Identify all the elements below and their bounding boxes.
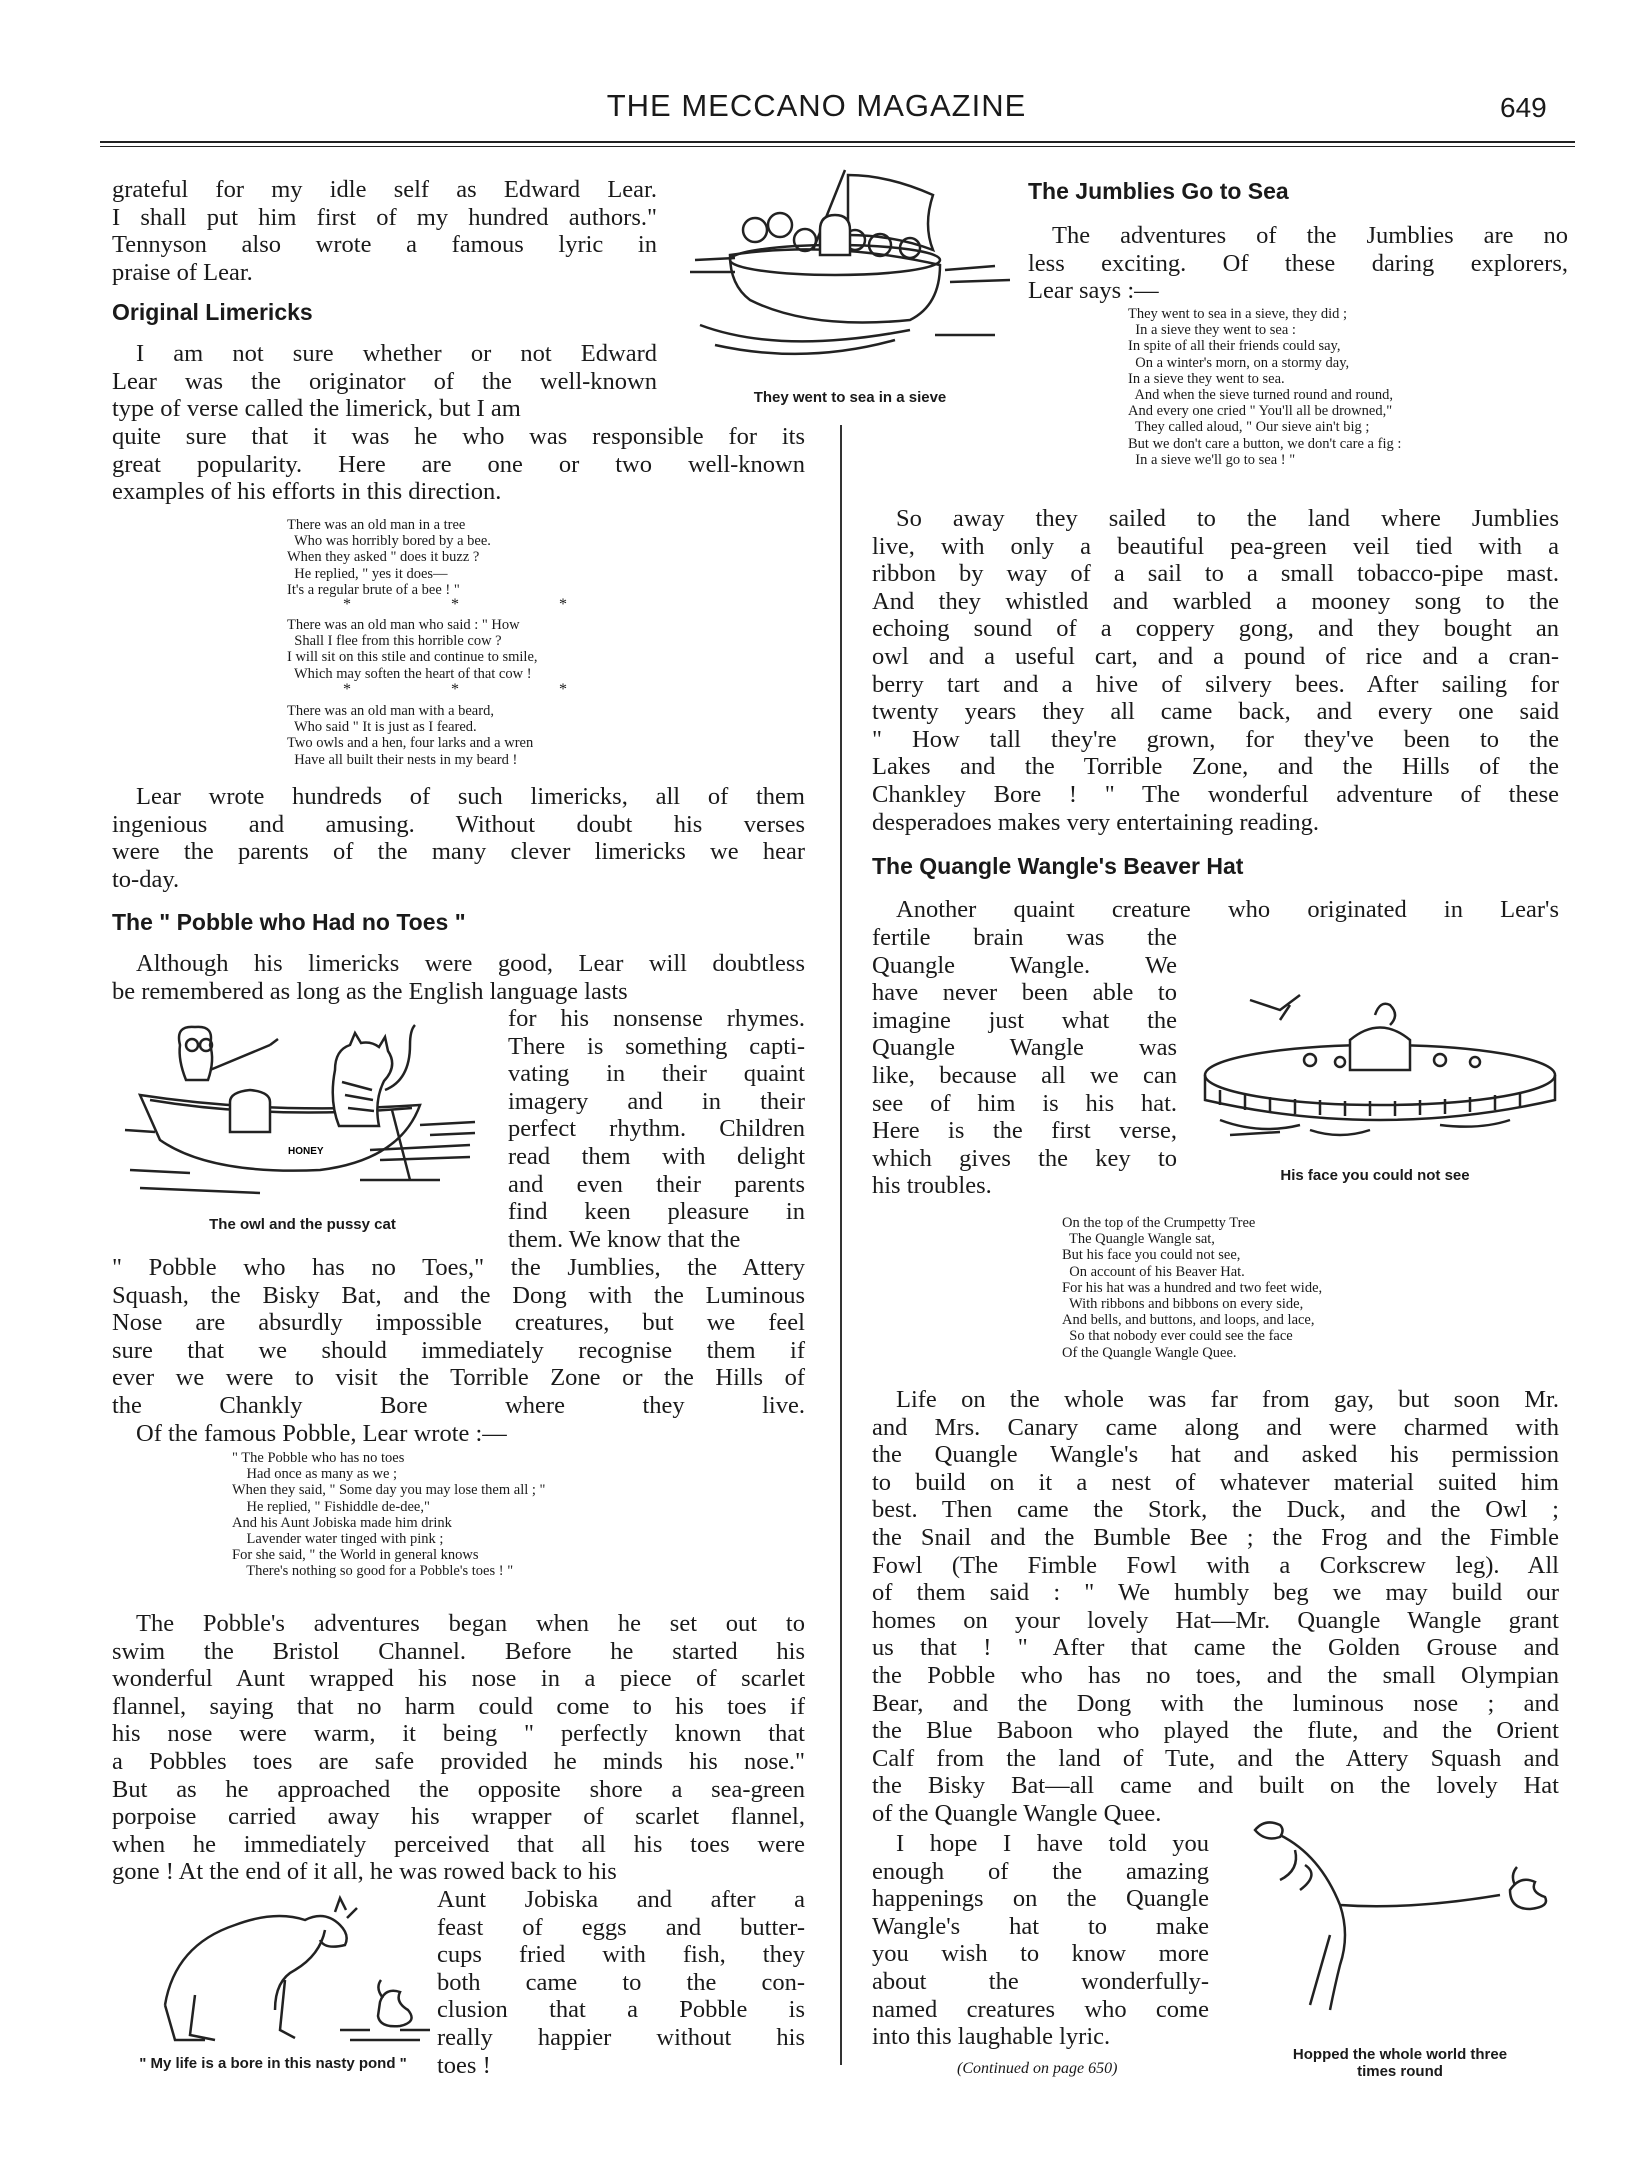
text-line: read them with delight bbox=[508, 1142, 805, 1170]
limerick-cow bbox=[287, 617, 538, 682]
text-line: Life on the whole was far from gay, but soon Mr. bbox=[896, 1386, 1559, 1413]
text-line: " How tall they're grown, for they've been to the bbox=[872, 725, 1559, 753]
text-line: ribbon by way of a sail to a small tobacco-pipe mast. bbox=[872, 560, 1559, 588]
quangle-intro bbox=[872, 896, 1559, 924]
text-line: Here is the first verse, bbox=[872, 1117, 1177, 1145]
text-line: Another quaint creature who originated in Lear's bbox=[896, 896, 1559, 923]
text-line: the Pobble who has no toes, and the small Olympian bbox=[872, 1661, 1559, 1689]
verse-line: When they asked " does it buzz ? bbox=[287, 549, 480, 566]
owl-pussycat-illustration bbox=[120, 1020, 485, 1210]
verse-line: Had once as many as we ; bbox=[232, 1466, 398, 1483]
text-line: the Blue Baboon who played the flute, and the Orient bbox=[872, 1717, 1559, 1745]
text-line: of the Quangle Wangle Quee. bbox=[872, 1799, 1162, 1827]
text-line: imagine just what the bbox=[872, 1006, 1177, 1034]
text-line: Quangle Wangle was bbox=[872, 1034, 1177, 1062]
verse-line: There's nothing so good for a Pobble's toes ! " bbox=[232, 1563, 514, 1580]
verse-line: In a sieve they went to sea. bbox=[1128, 370, 1285, 387]
text-line: Quangle Wangle. We bbox=[872, 951, 1177, 979]
text-line: owl and a useful cart, and a pound of rice and a cran- bbox=[872, 642, 1559, 670]
caption-bore-pond: " My life is a bore in this nasty pond " bbox=[139, 2055, 407, 2072]
heading-quangle: The Quangle Wangle's Beaver Hat bbox=[872, 853, 1244, 879]
text-line: enough of the amazing bbox=[872, 1857, 1209, 1885]
caption-hopped bbox=[1240, 2046, 1560, 2080]
text-line: Of the famous Pobble, Lear wrote :— bbox=[136, 1419, 507, 1447]
jumblies-intro bbox=[1028, 222, 1568, 305]
text-line: see of him is his hat. bbox=[872, 1089, 1177, 1117]
text-line: named creatures who come bbox=[872, 1995, 1209, 2023]
verse-line: Two owls and a hen, four larks and a wren bbox=[287, 735, 534, 752]
verse-line: In a sieve we'll go to sea ! " bbox=[1128, 451, 1296, 468]
verse-line: For his hat was a hundred and two feet wide, bbox=[1062, 1279, 1323, 1296]
text-line: Nose are absurdly impossible creatures, but we feel bbox=[112, 1309, 805, 1337]
pobble-beside-owl bbox=[508, 1005, 805, 1253]
page-number: 649 bbox=[1500, 92, 1547, 123]
text-line: find keen pleasure in bbox=[508, 1198, 805, 1226]
verse-line: On a winter's morn, on a stormy day, bbox=[1128, 354, 1350, 371]
heading-jumblies: The Jumblies Go to Sea bbox=[1028, 178, 1289, 204]
verse-line: They went to sea in a sieve, they did ; bbox=[1128, 306, 1348, 322]
text-line: which gives the key to bbox=[872, 1144, 1177, 1172]
text-line: twenty years they all came back, and every one said bbox=[872, 698, 1559, 726]
text-line: Lakes and the Torrible Zone, and the Hills of the bbox=[872, 753, 1559, 781]
text-line: " Pobble who has no Toes," the Jumblies, the Attery bbox=[112, 1254, 805, 1281]
text-line: So away they sailed to the land where Jumblies bbox=[896, 505, 1559, 532]
heading-original-limericks: Original Limericks bbox=[112, 299, 313, 325]
text-line: perfect rhythm. Children bbox=[508, 1115, 805, 1143]
verse-line: Which may soften the heart of that cow ! bbox=[287, 665, 532, 682]
verse-line: And his Aunt Jobiska made him drink bbox=[232, 1514, 452, 1531]
magazine-title: THE MECCANO MAGAZINE bbox=[606, 88, 1027, 123]
verse-line: Have all built their nests in my beard ! bbox=[287, 751, 518, 768]
text-line: of them said : " We humbly beg we may build our bbox=[872, 1579, 1559, 1607]
text-line: like, because all we can bbox=[872, 1061, 1177, 1089]
text-line: echoing sound of a coppery gong, and they bought an bbox=[872, 615, 1559, 643]
text-line: flannel, saying that no harm could come to his toes if bbox=[112, 1692, 805, 1720]
text-line: Bear, and the Dong with the luminous nose ; and bbox=[872, 1689, 1559, 1717]
text-line: great popularity. Here are one or two well-known bbox=[112, 450, 805, 478]
text-line: live, with only a beautiful pea-green veil tied with a bbox=[872, 532, 1559, 560]
text-line: Fowl (The Fimble Fowl with a Corkscrew leg). All bbox=[872, 1551, 1559, 1579]
continued-note: (Continued on page 650) bbox=[957, 2060, 1118, 2077]
text-line: the Chankly Bore where they live. bbox=[112, 1391, 805, 1419]
text-line: his nose were warm, it being " perfectly known that bbox=[112, 1720, 805, 1748]
text-line: sure that we should immediately recognise them if bbox=[112, 1336, 805, 1364]
verse-line: He replied, " yes it does— bbox=[287, 565, 448, 582]
verse-line: And when the sieve turned round and round, bbox=[1128, 387, 1393, 404]
limerick-divider: * * * bbox=[343, 596, 615, 613]
verse-line: times round bbox=[1357, 2063, 1443, 2080]
column-rule bbox=[840, 425, 842, 2065]
text-line: be remembered as long as the English language lasts bbox=[112, 977, 628, 1005]
pobble-adventures-beside bbox=[437, 1886, 805, 2079]
text-line: really happier without his bbox=[437, 2023, 805, 2051]
verse-line: He replied, " Fishiddle de-dee," bbox=[232, 1498, 430, 1515]
text-line: quite sure that it was he who was responsible for its bbox=[112, 423, 805, 450]
text-line: the Snail and the Bumble Bee ; the Frog and the Fimble bbox=[872, 1523, 1559, 1551]
lear-intro bbox=[112, 176, 657, 286]
text-line: toes ! bbox=[437, 2051, 491, 2079]
text-line: desperadoes makes very entertaining reading. bbox=[872, 808, 1319, 836]
text-line: the Bisky Bat—all came and built on the lovely Hat bbox=[872, 1772, 1559, 1800]
verse-line: Who said " It is just as I feared. bbox=[287, 719, 477, 736]
text-line: Chankley Bore ! " The wonderful adventure of these bbox=[872, 780, 1559, 808]
text-line: to build on it a nest of whatever material suited him bbox=[872, 1468, 1559, 1496]
text-line: type of verse called the limerick, but I am bbox=[112, 395, 521, 423]
verse-line: Of the Quangle Wangle Quee. bbox=[1062, 1344, 1237, 1361]
pobble-verse bbox=[232, 1450, 545, 1580]
text-line: and Mrs. Canary came along and were charmed with bbox=[872, 1413, 1559, 1441]
text-line: feast of eggs and butter- bbox=[437, 1913, 805, 1941]
text-line: vating in their quaint bbox=[508, 1060, 805, 1088]
text-line: Calf from the land of Tute, and the Attery Squash and bbox=[872, 1744, 1559, 1772]
text-line: Squash, the Bisky Bat, and the Dong with the Luminous bbox=[112, 1281, 805, 1309]
jumblies-verse bbox=[1128, 306, 1401, 468]
text-line: to-day. bbox=[112, 865, 180, 893]
limerick-tree bbox=[287, 517, 491, 598]
text-line: Lear was the originator of the well-known bbox=[112, 367, 657, 395]
verse-line: On account of his Beaver Hat. bbox=[1062, 1263, 1245, 1280]
quangle-verse bbox=[1062, 1215, 1322, 1361]
caption-face: His face you could not see bbox=[1280, 1167, 1470, 1184]
text-line: grateful for my idle self as Edward Lear. bbox=[112, 176, 657, 203]
header-rule bbox=[100, 141, 1575, 143]
pobble-intro bbox=[112, 950, 805, 1005]
verse-line: When they said, " Some day you may lose them all ; " bbox=[232, 1482, 546, 1499]
verse-line: Who was horribly bored by a bee. bbox=[287, 533, 491, 550]
text-line: and even their parents bbox=[508, 1170, 805, 1198]
verse-line: I will sit on this stile and continue to smile, bbox=[287, 649, 538, 666]
verse-line: With ribbons and bibbons on every side, bbox=[1062, 1296, 1304, 1313]
text-line: ingenious and amusing. Without doubt his verses bbox=[112, 810, 805, 838]
header-rule-thin bbox=[100, 146, 1575, 147]
text-line: best. Then came the Stork, the Duck, and the Owl ; bbox=[872, 1496, 1559, 1524]
text-line: were the parents of the many clever limericks we hear bbox=[112, 838, 805, 866]
text-line: cups fried with fish, they bbox=[437, 1941, 805, 1969]
text-line: into this laughable lyric. bbox=[872, 2023, 1111, 2051]
text-line: homes on your lovely Hat—Mr. Quangle Wangle grant bbox=[872, 1606, 1559, 1634]
text-line: praise of Lear. bbox=[112, 258, 253, 286]
verse-line: It's a regular brute of a bee ! " bbox=[287, 581, 460, 598]
text-line: The Pobble's adventures began when he set out to bbox=[136, 1610, 805, 1637]
limericks-after bbox=[112, 783, 805, 893]
text-line: ever we were to visit the Torrible Zone or the Hills of bbox=[112, 1364, 805, 1392]
verse-line: For she said, " the World in general knows bbox=[232, 1547, 479, 1564]
quangle-hope bbox=[872, 1830, 1209, 2051]
text-line: about the wonderfully- bbox=[872, 1967, 1209, 1995]
jumblies-sailed bbox=[872, 505, 1559, 836]
text-line: clusion that a Pobble is bbox=[437, 1996, 805, 2024]
text-line: Aunt Jobiska and after a bbox=[437, 1886, 805, 1913]
text-line: less exciting. Of these daring explorers, bbox=[1028, 249, 1568, 277]
caption-owl-pussycat: The owl and the pussy cat bbox=[209, 1216, 396, 1233]
quangle-beside bbox=[872, 924, 1177, 1200]
verse-line: In a sieve they went to sea : bbox=[1128, 322, 1296, 339]
verse-line: Shall I flee from this horrible cow ? bbox=[287, 633, 502, 650]
text-line: But as he approached the opposite shore a sea-green bbox=[112, 1775, 805, 1803]
verse-line: There was an old man in a tree bbox=[287, 517, 466, 533]
verse-line: But his face you could not see, bbox=[1062, 1247, 1241, 1264]
text-line: you wish to know more bbox=[872, 1940, 1209, 1968]
limericks-intro-b bbox=[112, 423, 805, 506]
text-line: I hope I have told you bbox=[896, 1830, 1209, 1857]
jumblies-sieve-illustration bbox=[685, 160, 1015, 375]
text-line: I shall put him first of my hundred authors." bbox=[112, 203, 657, 231]
kangaroo-hopping-illustration bbox=[1235, 1810, 1565, 2020]
text-line: I am not sure whether or not Edward bbox=[136, 340, 657, 367]
text-line: fertile brain was the bbox=[872, 924, 1177, 951]
text-line: examples of his efforts in this direction. bbox=[112, 478, 502, 506]
verse-line: On the top of the Crumpetty Tree bbox=[1062, 1215, 1256, 1231]
pobble-adventures bbox=[112, 1610, 805, 1886]
text-line: wonderful Aunt wrapped his nose in a piece of scarlet bbox=[112, 1665, 805, 1693]
text-line: The adventures of the Jumblies are no bbox=[1052, 222, 1568, 249]
verse-line: They called aloud, " Our sieve ain't big ; bbox=[1128, 419, 1370, 436]
verse-line: " The Pobble who has no toes bbox=[232, 1450, 405, 1466]
text-line: us that ! " After that came the Golden Grouse and bbox=[872, 1634, 1559, 1662]
kangaroo-duck-illustration bbox=[135, 1890, 435, 2050]
text-line: gone ! At the end of it all, he was rowed back to his bbox=[112, 1858, 617, 1886]
verse-line: And bells, and buttons, and loops, and lace, bbox=[1062, 1312, 1315, 1329]
verse-line: In spite of all their friends could say, bbox=[1128, 338, 1341, 355]
verse-line: But we don't care a button, we don't care a fig : bbox=[1128, 435, 1402, 452]
text-line: And they whistled and warbled a mooney song to the bbox=[872, 587, 1559, 615]
text-line: them. We know that the bbox=[508, 1225, 741, 1253]
caption-sieve: They went to sea in a sieve bbox=[753, 389, 947, 406]
text-line: his troubles. bbox=[872, 1172, 992, 1200]
honey-label: HONEY bbox=[288, 1146, 324, 1157]
text-line: Lear wrote hundreds of such limericks, all of them bbox=[136, 783, 805, 810]
limerick-beard bbox=[287, 703, 533, 768]
verse-line: There was an old man who said : " How bbox=[287, 617, 520, 633]
verse-line: So that nobody ever could see the face bbox=[1062, 1328, 1293, 1345]
limericks-intro-a bbox=[112, 340, 657, 423]
text-line: There is something capti- bbox=[508, 1032, 805, 1060]
limerick-divider: * * * bbox=[343, 681, 615, 698]
text-line: Wangle's hat to make bbox=[872, 1912, 1209, 1940]
quangle-life bbox=[872, 1386, 1559, 1828]
text-line: for his nonsense rhymes. bbox=[508, 1005, 805, 1032]
verse-line: Hopped the whole world three bbox=[1292, 2046, 1508, 2063]
text-line: have never been able to bbox=[872, 979, 1177, 1007]
text-line: Although his limericks were good, Lear will doubtless bbox=[136, 950, 805, 977]
text-line: swim the Bristol Channel. Before he started his bbox=[112, 1637, 805, 1665]
verse-line: There was an old man with a beard, bbox=[287, 703, 494, 719]
text-line: the Quangle Wangle's hat and asked his permission bbox=[872, 1441, 1559, 1469]
verse-line: Lavender water tinged with pink ; bbox=[232, 1531, 444, 1548]
text-line: happenings on the Quangle bbox=[872, 1885, 1209, 1913]
verse-line: The Quangle Wangle sat, bbox=[1062, 1231, 1215, 1248]
text-line: berry tart and a hive of silvery bees. After sailing for bbox=[872, 670, 1559, 698]
pobble-after bbox=[112, 1254, 805, 1447]
verse-line: And every one cried " You'll all be drowned," bbox=[1128, 403, 1393, 420]
text-line: Tennyson also wrote a famous lyric in bbox=[112, 231, 657, 259]
text-line: when he immediately perceived that all his toes were bbox=[112, 1830, 805, 1858]
heading-pobble: The " Pobble who Had no Toes " bbox=[112, 909, 466, 935]
text-line: both came to the con- bbox=[437, 1968, 805, 1996]
text-line: imagery and in their bbox=[508, 1087, 805, 1115]
quangle-hat-illustration bbox=[1190, 960, 1565, 1150]
text-line: a Pobbles toes are safe provided he minds his nose." bbox=[112, 1747, 805, 1775]
text-line: Lear says :— bbox=[1028, 277, 1159, 305]
text-line: porpoise carried away his wrapper of scarlet flannel, bbox=[112, 1803, 805, 1831]
